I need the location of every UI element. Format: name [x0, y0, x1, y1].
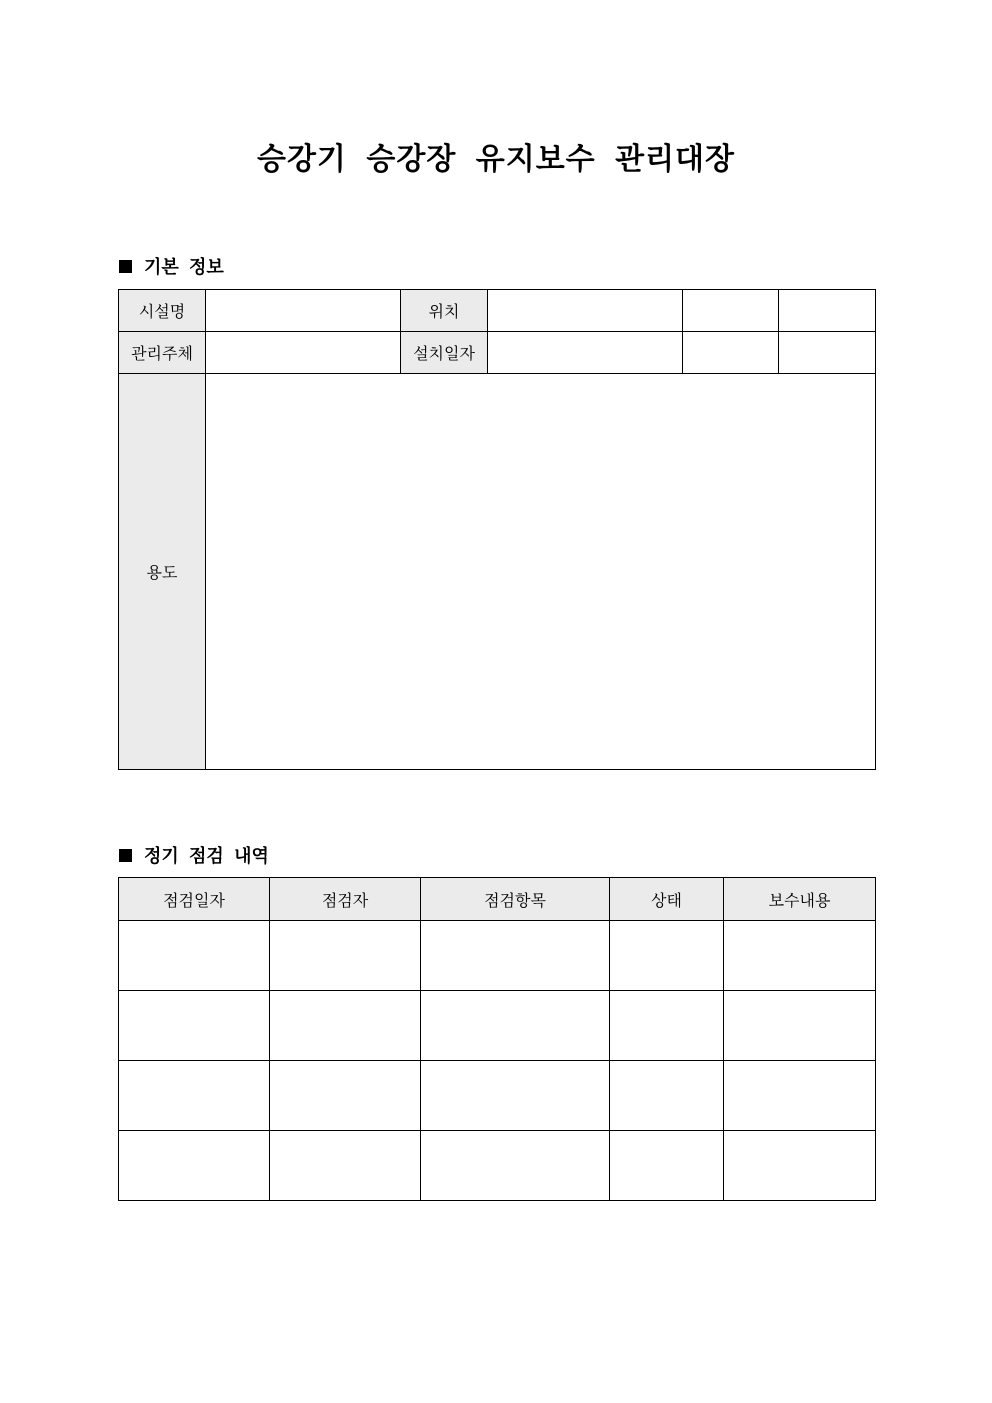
cell-inspector[interactable]	[270, 1061, 421, 1131]
cell-inspector[interactable]	[270, 991, 421, 1061]
table-row	[119, 290, 876, 332]
table-row	[119, 1061, 876, 1131]
section-heading-inspection	[119, 842, 269, 868]
table-row	[119, 921, 876, 991]
cell-inspection-item[interactable]	[421, 1061, 610, 1131]
purpose-label: 용도	[119, 374, 206, 770]
manager-field[interactable]	[206, 332, 401, 374]
facility-name-label: 시설명	[119, 290, 206, 332]
blank-cell[interactable]	[779, 290, 876, 332]
black-square-icon	[119, 260, 132, 273]
table-row	[119, 991, 876, 1061]
column-header-inspector: 점검자	[270, 878, 421, 921]
column-header-status: 상태	[610, 878, 724, 921]
table-header-row	[119, 878, 876, 921]
column-header-inspection-date: 점검일자	[119, 878, 270, 921]
column-header-repair-details: 보수내용	[724, 878, 876, 921]
cell-repair-details[interactable]	[724, 921, 876, 991]
location-field[interactable]	[488, 290, 683, 332]
section-heading-label: 정기 점검 내역	[144, 846, 269, 867]
manager-label: 관리주체	[119, 332, 206, 374]
cell-repair-details[interactable]	[724, 1131, 876, 1201]
section-heading-basic-info	[119, 253, 224, 279]
cell-inspection-date[interactable]	[119, 1061, 270, 1131]
cell-inspection-date[interactable]	[119, 921, 270, 991]
table-row	[119, 374, 876, 770]
location-label: 위치	[401, 290, 488, 332]
cell-repair-details[interactable]	[724, 1061, 876, 1131]
section-heading-label: 기본 정보	[144, 257, 224, 278]
table-row	[119, 332, 876, 374]
cell-status[interactable]	[610, 1131, 724, 1201]
cell-inspection-item[interactable]	[421, 1131, 610, 1201]
blank-cell[interactable]	[683, 290, 779, 332]
install-date-label: 설치일자	[401, 332, 488, 374]
black-square-icon	[119, 849, 132, 862]
cell-inspection-item[interactable]	[421, 991, 610, 1061]
blank-cell[interactable]	[779, 332, 876, 374]
cell-inspection-item[interactable]	[421, 921, 610, 991]
column-header-inspection-item: 점검항목	[421, 878, 610, 921]
cell-inspection-date[interactable]	[119, 1131, 270, 1201]
page-title: 승강기 승강장 유지보수 관리대장	[256, 142, 736, 177]
cell-status[interactable]	[610, 991, 724, 1061]
cell-repair-details[interactable]	[724, 991, 876, 1061]
basic-info-table	[118, 289, 876, 770]
cell-status[interactable]	[610, 1061, 724, 1131]
table-row	[119, 1131, 876, 1201]
cell-inspector[interactable]	[270, 1131, 421, 1201]
facility-name-field[interactable]	[206, 290, 401, 332]
cell-inspector[interactable]	[270, 921, 421, 991]
purpose-field[interactable]	[206, 374, 876, 770]
cell-status[interactable]	[610, 921, 724, 991]
inspection-table	[118, 877, 876, 1201]
install-date-field[interactable]	[488, 332, 683, 374]
blank-cell[interactable]	[683, 332, 779, 374]
cell-inspection-date[interactable]	[119, 991, 270, 1061]
